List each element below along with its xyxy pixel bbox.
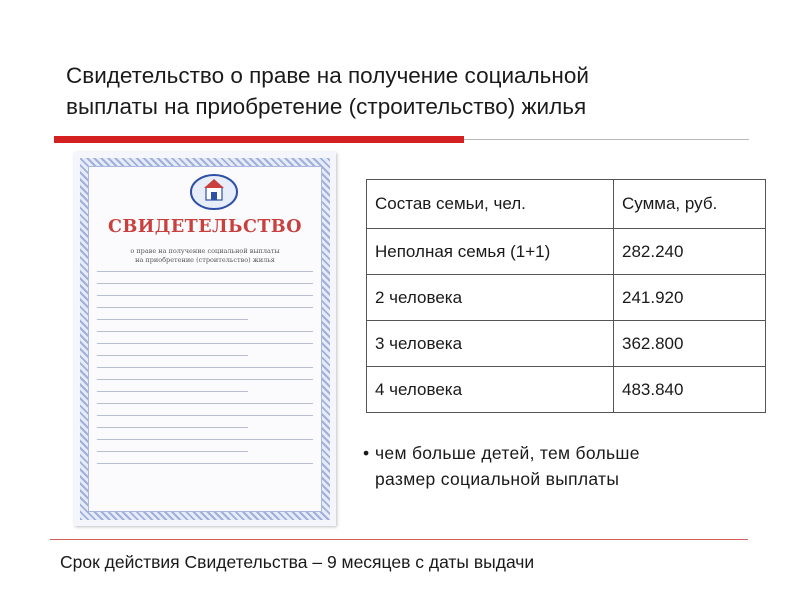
table-row — [367, 321, 766, 367]
table-row — [367, 367, 766, 413]
payment-table — [366, 179, 766, 413]
cell-family: 2 человека — [367, 275, 614, 321]
certificate-heading: СВИДЕТЕЛЬСТВО — [108, 217, 302, 237]
footer-divider — [50, 539, 748, 540]
certificate-subtitle-line-2: на приобретение (строительство) жилья — [135, 256, 275, 264]
bullet-note — [363, 440, 763, 492]
bullet-dot: • — [363, 443, 370, 463]
bullet-line-2: размер социальной выплаты — [375, 469, 620, 489]
certificate-subtitle — [99, 247, 311, 265]
cell-sum: 241.920 — [614, 275, 766, 321]
column-header-sum: Сумма, руб. — [614, 180, 766, 229]
title-underline-grey — [464, 139, 749, 140]
cell-family: 4 человека — [367, 367, 614, 413]
form-line — [97, 451, 248, 452]
form-line — [97, 367, 313, 368]
title-line-1: Свидетельство о праве на получение социальной — [66, 63, 589, 88]
emblem-icon — [189, 173, 239, 211]
certificate-image — [74, 152, 336, 526]
form-line — [97, 403, 313, 404]
slide-title — [66, 60, 766, 122]
bullet-line-1: чем больше детей, тем больше — [375, 443, 640, 463]
form-line — [97, 415, 313, 416]
form-line — [97, 343, 313, 344]
form-line — [97, 271, 313, 272]
footer-note: Срок действия Свидетельства – 9 месяцев с даты выдачи — [60, 552, 535, 572]
form-line — [97, 427, 248, 428]
table-header-row — [367, 180, 766, 229]
form-line — [97, 379, 313, 380]
form-line — [97, 391, 248, 392]
cell-family: Неполная семья (1+1) — [367, 229, 614, 275]
form-line — [97, 319, 248, 320]
table-row — [367, 275, 766, 321]
form-line — [97, 283, 313, 284]
cell-family: 3 человека — [367, 321, 614, 367]
table-row — [367, 229, 766, 275]
title-underline-red — [54, 136, 464, 143]
form-line — [97, 331, 313, 332]
cell-sum: 282.240 — [614, 229, 766, 275]
form-line — [97, 355, 248, 356]
certificate-form-lines — [97, 271, 313, 475]
form-line — [97, 463, 313, 464]
title-line-2: выплаты на приобретение (строительство) жилья — [66, 94, 587, 119]
cell-sum: 362.800 — [614, 321, 766, 367]
form-line — [97, 439, 313, 440]
cell-sum: 483.840 — [614, 367, 766, 413]
certificate-subtitle-line-1: о праве на получение социальной выплаты — [130, 247, 280, 255]
column-header-family: Состав семьи, чел. — [367, 180, 614, 229]
form-line — [97, 307, 313, 308]
certificate-body — [88, 166, 322, 512]
form-line — [97, 295, 313, 296]
